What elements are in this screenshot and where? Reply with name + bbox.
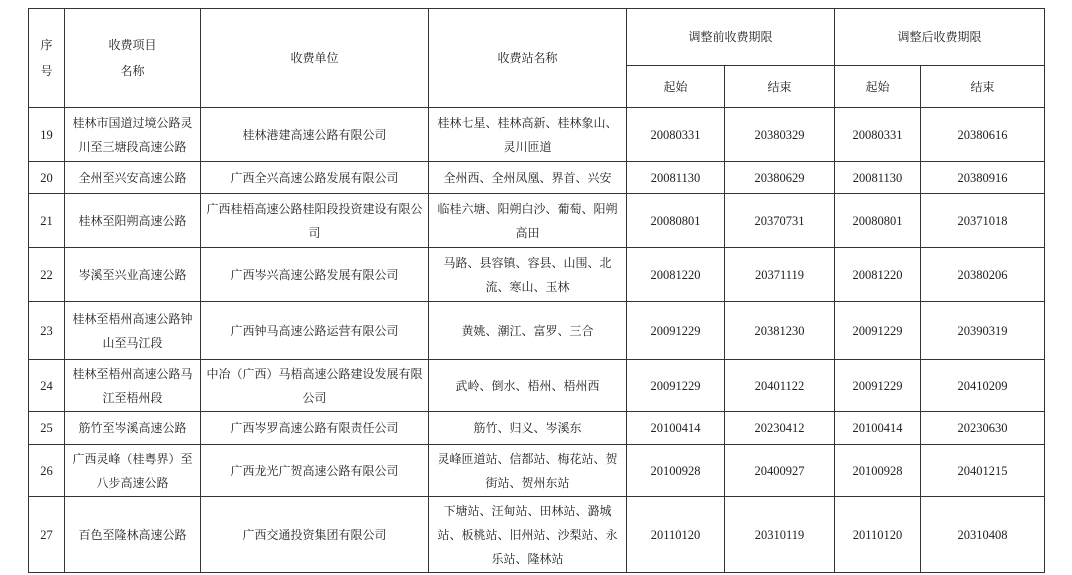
table-row: [29, 194, 1045, 248]
toll-unit: 广西全兴高速公路发展有限公司: [201, 162, 429, 194]
table-row: [29, 412, 1045, 445]
before-start-date: 20080801: [627, 194, 725, 248]
row-number: 24: [29, 360, 65, 412]
after-start-date: 20091229: [835, 360, 921, 412]
col-seq-header: 序 号: [29, 9, 65, 108]
col-before-end-header: 结束: [725, 66, 835, 108]
station-names: 黄姚、潮江、富罗、三合: [429, 302, 627, 360]
col-unit-header: 收费单位: [201, 9, 429, 108]
table-row: [29, 248, 1045, 302]
before-end-date: 20380329: [725, 108, 835, 162]
after-end-date: 20310408: [921, 497, 1045, 573]
col-after-start-header: 起始: [835, 66, 921, 108]
before-start-date: 20110120: [627, 497, 725, 573]
after-start-date: 20100414: [835, 412, 921, 445]
station-names: 武岭、倒水、梧州、梧州西: [429, 360, 627, 412]
row-number: 25: [29, 412, 65, 445]
before-end-date: 20381230: [725, 302, 835, 360]
station-names: 全州西、全州凤凰、界首、兴安: [429, 162, 627, 194]
col-after-end-header: 结束: [921, 66, 1045, 108]
after-start-date: 20091229: [835, 302, 921, 360]
row-number: 27: [29, 497, 65, 573]
row-number: 26: [29, 445, 65, 497]
after-end-date: 20380916: [921, 162, 1045, 194]
station-names: 临桂六塘、阳朔白沙、葡萄、阳朔高田: [429, 194, 627, 248]
toll-unit: 广西岑罗高速公路有限责任公司: [201, 412, 429, 445]
after-end-date: 20390319: [921, 302, 1045, 360]
toll-unit: 中冶（广西）马梧高速公路建设发展有限公司: [201, 360, 429, 412]
header-row-1: [29, 9, 1045, 66]
before-end-date: 20370731: [725, 194, 835, 248]
before-start-date: 20081220: [627, 248, 725, 302]
toll-unit: 广西钟马高速公路运营有限公司: [201, 302, 429, 360]
after-start-date: 20110120: [835, 497, 921, 573]
before-start-date: 20100928: [627, 445, 725, 497]
row-number: 22: [29, 248, 65, 302]
station-names: 下塘站、汪甸站、田林站、潞城站、板桃站、旧州站、沙梨站、永乐站、隆林站: [429, 497, 627, 573]
project-name: 桂林至梧州高速公路马江至梧州段: [65, 360, 201, 412]
after-end-date: 20380206: [921, 248, 1045, 302]
project-name: 桂林至阳朔高速公路: [65, 194, 201, 248]
col-after-header: 调整后收费期限: [835, 9, 1045, 66]
row-number: 19: [29, 108, 65, 162]
after-start-date: 20080801: [835, 194, 921, 248]
project-name: 桂林至梧州高速公路钟山至马江段: [65, 302, 201, 360]
table-row: [29, 445, 1045, 497]
project-name: 百色至隆林高速公路: [65, 497, 201, 573]
before-end-date: 20310119: [725, 497, 835, 573]
before-end-date: 20230412: [725, 412, 835, 445]
toll-unit: 广西交通投资集团有限公司: [201, 497, 429, 573]
col-before-start-header: 起始: [627, 66, 725, 108]
after-end-date: 20230630: [921, 412, 1045, 445]
before-start-date: 20080331: [627, 108, 725, 162]
before-start-date: 20100414: [627, 412, 725, 445]
before-start-date: 20091229: [627, 360, 725, 412]
row-number: 21: [29, 194, 65, 248]
row-number: 23: [29, 302, 65, 360]
table-row: [29, 497, 1045, 573]
project-name: 广西灵峰（桂粤界）至八步高速公路: [65, 445, 201, 497]
station-names: 灵峰匝道站、信都站、梅花站、贺街站、贺州东站: [429, 445, 627, 497]
project-name: 岑溪至兴业高速公路: [65, 248, 201, 302]
toll-period-table: [28, 8, 1045, 573]
station-names: 桂林七星、桂林高新、桂林象山、灵川匝道: [429, 108, 627, 162]
station-names: 筋竹、归义、岑溪东: [429, 412, 627, 445]
table-row: [29, 162, 1045, 194]
table-row: [29, 302, 1045, 360]
toll-unit: 桂林港建高速公路有限公司: [201, 108, 429, 162]
before-start-date: 20081130: [627, 162, 725, 194]
table-row: [29, 360, 1045, 412]
before-start-date: 20091229: [627, 302, 725, 360]
project-name: 全州至兴安高速公路: [65, 162, 201, 194]
toll-unit: 广西桂梧高速公路桂阳段投资建设有限公司: [201, 194, 429, 248]
after-start-date: 20100928: [835, 445, 921, 497]
col-before-header: 调整前收费期限: [627, 9, 835, 66]
col-stations-header: 收费站名称: [429, 9, 627, 108]
station-names: 马路、县容镇、容县、山围、北流、寒山、玉林: [429, 248, 627, 302]
before-end-date: 20371119: [725, 248, 835, 302]
before-end-date: 20400927: [725, 445, 835, 497]
toll-unit: 广西龙光广贺高速公路有限公司: [201, 445, 429, 497]
after-end-date: 20380616: [921, 108, 1045, 162]
after-start-date: 20081220: [835, 248, 921, 302]
col-project-header: 收费项目 名称: [65, 9, 201, 108]
after-end-date: 20371018: [921, 194, 1045, 248]
project-name: 桂林市国道过境公路灵川至三塘段高速公路: [65, 108, 201, 162]
before-end-date: 20401122: [725, 360, 835, 412]
after-end-date: 20401215: [921, 445, 1045, 497]
after-start-date: 20081130: [835, 162, 921, 194]
row-number: 20: [29, 162, 65, 194]
toll-unit: 广西岑兴高速公路发展有限公司: [201, 248, 429, 302]
before-end-date: 20380629: [725, 162, 835, 194]
table-row: [29, 108, 1045, 162]
project-name: 筋竹至岑溪高速公路: [65, 412, 201, 445]
after-start-date: 20080331: [835, 108, 921, 162]
after-end-date: 20410209: [921, 360, 1045, 412]
